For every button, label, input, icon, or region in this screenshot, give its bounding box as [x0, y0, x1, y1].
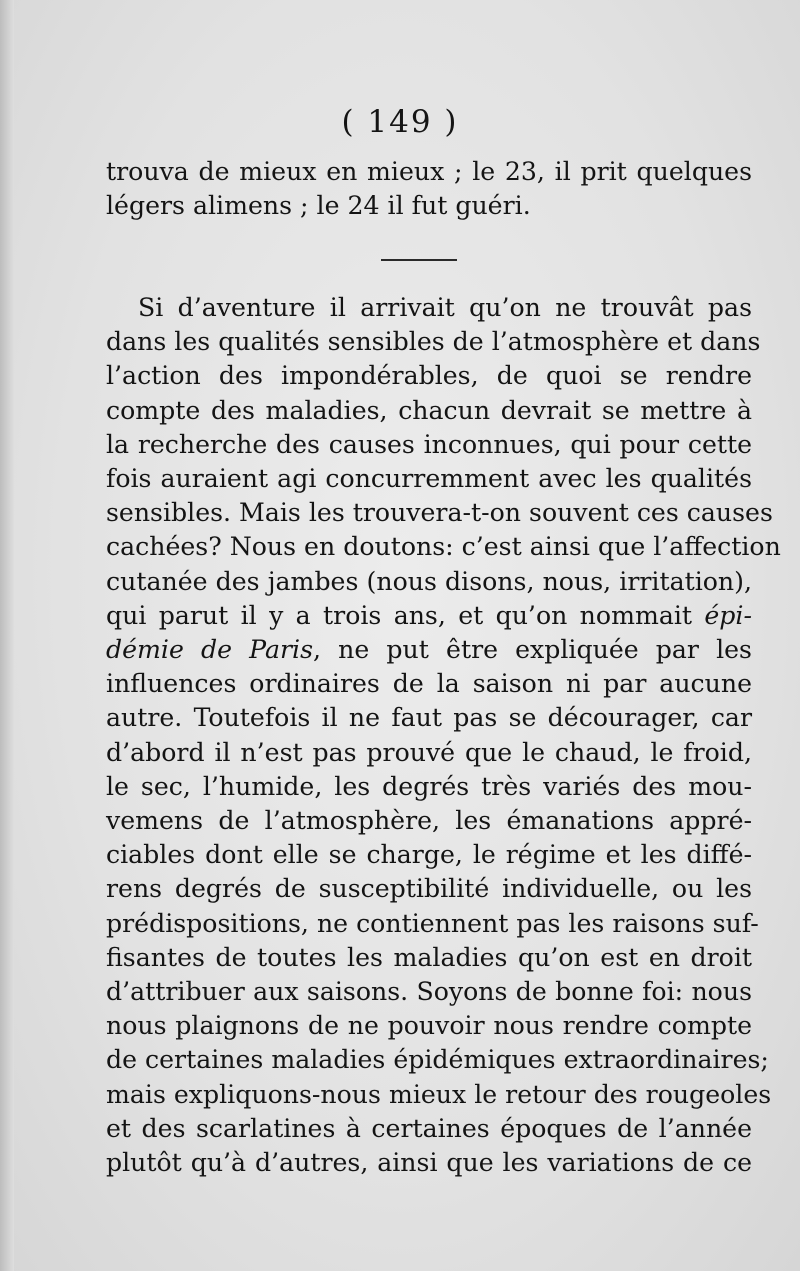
- text-line: ciables dont elle se charge, le régime et les diffé-: [106, 840, 752, 870]
- text-line: fisantes de toutes les maladies qu’on est en droit: [106, 942, 752, 972]
- page-binding-edge: [0, 0, 14, 1271]
- text-line-with-italic: [106, 599, 752, 633]
- text-line: plutôt qu’à d’autres, ainsi que les variations de ce: [106, 1148, 752, 1178]
- text-line: Si d’aventure il arrivait qu’on ne trouvât pas: [138, 293, 752, 322]
- section-divider: [381, 259, 457, 261]
- text-line: trouva de mieux en mieux ; le 23, il prit quelques: [106, 157, 752, 186]
- paragraph: [106, 291, 781, 1180]
- text-line-with-italic: [106, 633, 752, 667]
- text-line: dans les qualités sensibles de l’atmosphère et dans: [106, 327, 761, 357]
- text-line: prédispositions, ne contiennent pas les raisons suf-: [106, 908, 759, 938]
- text-line: sensibles. Mais les trouvera-t-on souvent ces causes: [106, 498, 773, 528]
- text-line: cachées? Nous en doutons: c’est ainsi que l’affection: [106, 532, 781, 562]
- text-line: vemens de l’atmosphère, les émanations appré-: [106, 806, 752, 836]
- text-line: nous plaignons de ne pouvoir nous rendre compte: [106, 1011, 752, 1041]
- text-line: le sec, l’humide, les degrés très variés des mou-: [106, 771, 752, 801]
- italic-term: épi-: [704, 600, 752, 630]
- text-line: de certaines maladies épidémiques extraordinaires;: [106, 1045, 769, 1075]
- text-line: rens degrés de susceptibilité individuelle, ou les: [106, 874, 752, 904]
- text-line: compte des maladies, chacun devrait se mettre à: [106, 395, 752, 425]
- text-line: autre. Toutefois il ne faut pas se décourager, car: [106, 703, 752, 733]
- text-line: l’action des impondérables, de quoi se rendre: [106, 361, 752, 391]
- text-line: cutanée des jambes (nous disons, nous, irritation),: [106, 566, 752, 596]
- text-line: influences ordinaires de la saison ni par aucune: [106, 669, 752, 699]
- text-line: d’attribuer aux saisons. Soyons de bonne foi: nous: [106, 977, 752, 1007]
- text-segment: , ne put être expliquée par les: [313, 635, 752, 665]
- italic-term: démie de Paris: [106, 635, 314, 665]
- text-line: et des scarlatines à certaines époques de l’année: [106, 1113, 752, 1143]
- continuation-text: [106, 155, 752, 223]
- text-line: légers alimens ; le 24 il fut guéri.: [106, 191, 531, 221]
- text-line: la recherche des causes inconnues, qui pour cette: [106, 429, 752, 459]
- text-line: mais expliquons-nous mieux le retour des rougeoles: [106, 1079, 772, 1109]
- text-line: d’abord il n’est pas prouvé que le chaud, le froid,: [106, 737, 752, 767]
- text-segment: qui parut il y a trois ans, et qu’on nommait: [106, 600, 693, 630]
- text-line: fois auraient agi concurremment avec les qualités: [106, 464, 752, 494]
- page-number: ( 149 ): [341, 104, 459, 140]
